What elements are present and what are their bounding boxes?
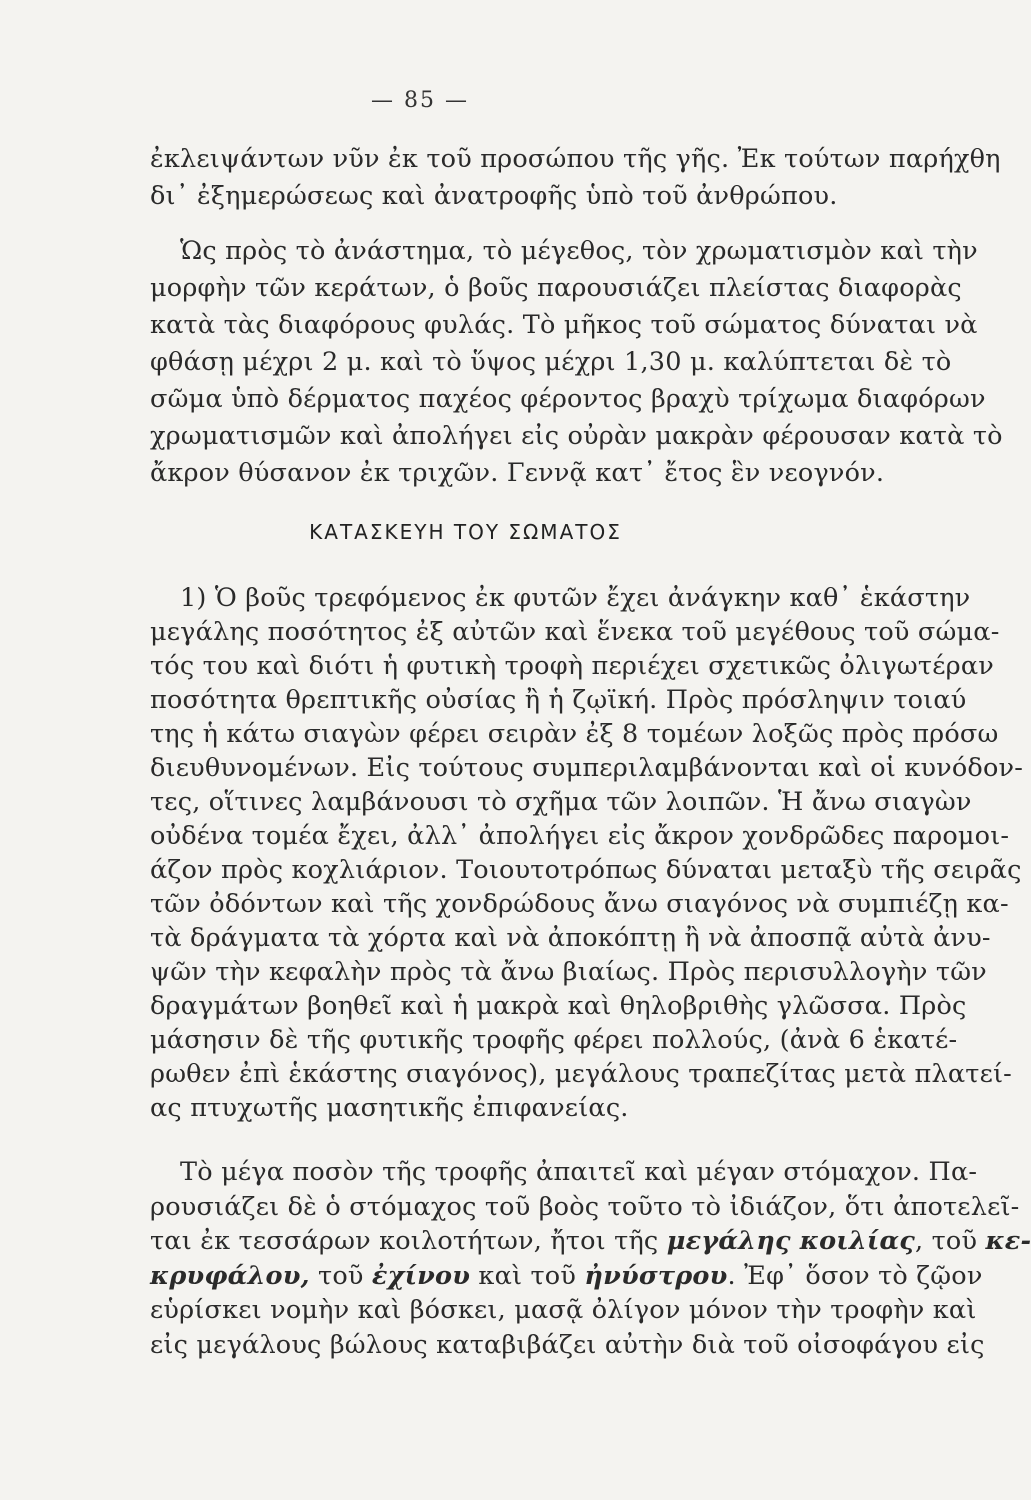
text-line: ἄκρον θύσανον ἐκ τριχῶν. Γεννᾷ κατ᾽ ἔτος ἓν νεογνόν. bbox=[150, 458, 885, 488]
text-line: ας πτυχωτῆς μασητικῆς ἐπιφανείας. bbox=[150, 1093, 629, 1123]
text-line bbox=[150, 1259, 983, 1294]
text-line: Ὡς πρὸς τὸ ἀνάστημα, τὸ μέγεθος, τὸν χρωματισμὸν καὶ τὴν bbox=[180, 236, 978, 266]
emphasis-term: κε- bbox=[985, 1226, 1031, 1256]
text-line: οὐδένα τομέα ἔχει, ἀλλ᾽ ἀπολήγει εἰς ἄκρον χονδρῶδες παρομοι- bbox=[150, 821, 1010, 851]
text-line: τός του καὶ διότι ἡ φυτικὴ τροφὴ περιέχει σχετικῶς ὀλιγωτέραν bbox=[150, 651, 994, 681]
text-line: ρουσιάζει δὲ ὁ στόμαχος τοῦ βοὸς τοῦτο τὸ ἰδιάζον, ὅτι ἀποτελεῖ- bbox=[150, 1191, 1020, 1222]
text-line: 1) Ὁ βοῦς τρεφόμενος ἐκ φυτῶν ἔχει ἀνάγκην καθ᾽ ἑκάστην bbox=[180, 583, 971, 613]
text-line: δραγμάτων βοηθεῖ καὶ ἡ μακρὰ καὶ θηλοβριθὴς γλῶσσα. Πρὸς bbox=[150, 991, 967, 1021]
text-line: ρωθεν ἐπὶ ἑκάστης σιαγόνος), μεγάλους τραπεζίτας μετὰ πλατεί- bbox=[150, 1059, 1012, 1089]
text-line: σῶμα ὑπὸ δέρματος παχέος φέροντος βραχὺ τρίχωμα διαφόρων bbox=[150, 384, 986, 414]
paragraph-3 bbox=[150, 581, 1024, 1125]
text-run: τοῦ bbox=[309, 1260, 372, 1291]
emphasis-term: μεγάλης κοιλίας bbox=[666, 1226, 915, 1256]
section-heading: ΚΑΤΑΣΚΕΥΗ ΤΟΥ ΣΩΜΑΤΟΣ bbox=[309, 520, 622, 544]
text-line: μεγάλης ποσότητος ἐξ αὐτῶν καὶ ἕνεκα τοῦ μεγέθους τοῦ σώμα- bbox=[150, 617, 1000, 647]
text-run: ται ἐκ τεσσάρων κοιλοτήτων, ἤτοι τῆς bbox=[150, 1226, 667, 1256]
text-line: τῶν ὀδόντων καὶ τῆς χονδρώδους ἄνω σιαγόνος νὰ συμπιέζῃ κα- bbox=[150, 889, 1009, 919]
text-line: ποσότητα θρεπτικῆς οὐσίας ἢ ἡ ζῳϊκή. Πρὸς πρόσληψιν τοιαύ bbox=[150, 685, 967, 715]
text-line: διευθυνομένων. Εἰς τούτους συμπεριλαμβάνονται καὶ οἱ κυνόδον- bbox=[150, 753, 1024, 783]
text-line: εἰς μεγάλους βώλους καταβιβάζει αὐτὴν διὰ τοῦ οἰσοφάγου εἰς bbox=[150, 1329, 985, 1360]
text-run: καὶ τοῦ bbox=[470, 1260, 585, 1291]
text-line: χρωματισμῶν καὶ ἀπολήγει εἰς οὐρὰν μακρὰν φέρουσαν κατὰ τὸ bbox=[150, 421, 1003, 451]
page-number: — 85 — bbox=[371, 88, 469, 113]
text-line: δι᾽ ἐξημερώσεως καὶ ἀνατροφῆς ὑπὸ τοῦ ἀνθρώπου. bbox=[150, 181, 838, 211]
text-line: τες, οἵτινες λαμβάνουσι τὸ σχῆμα τῶν λοιπῶν. Ἡ ἄνω σιαγὼν bbox=[150, 787, 972, 817]
text-line: της ἡ κάτω σιαγὼν φέρει σειρὰν ἐξ 8 τομέων λοξῶς πρὸς πρόσω bbox=[150, 719, 999, 749]
paragraph-4 bbox=[150, 1155, 1031, 1362]
text-line: κατὰ τὰς διαφόρους φυλάς. Τὸ μῆκος τοῦ σώματος δύναται νὰ bbox=[150, 310, 978, 340]
text-line bbox=[150, 1224, 1031, 1259]
emphasis-term: κρυφάλου, bbox=[150, 1260, 310, 1291]
text-line: μάσησιν δὲ τῆς φυτικῆς τροφῆς φέρει πολλούς, (ἀνὰ 6 ἑκατέ- bbox=[150, 1025, 958, 1055]
text-line: ψῶν τὴν κεφαλὴν πρὸς τὰ ἄνω βιαίως. Πρὸς περισυλλογὴν τῶν bbox=[150, 957, 987, 987]
text-run: . Ἐφ᾽ ὅσον τὸ ζῷον bbox=[727, 1260, 983, 1291]
text-line: μορφὴν τῶν κεράτων, ὁ βοῦς παρουσιάζει πλείστας διαφορὰς bbox=[150, 273, 962, 303]
text-line: τὰ δράγματα τὰ χόρτα καὶ νὰ ἀποκόπτῃ ἢ νὰ ἀποσπᾷ αὐτὰ ἀνυ- bbox=[150, 923, 991, 953]
emphasis-term: ἠνύστρου bbox=[584, 1260, 728, 1291]
paragraph-1 bbox=[150, 141, 1001, 215]
text-run: , τοῦ bbox=[915, 1226, 986, 1256]
text-line: ἐκλειψάντων νῦν ἐκ τοῦ προσώπου τῆς γῆς. Ἐκ τούτων παρήχθη bbox=[150, 144, 1001, 174]
text-line: άζον πρὸς κοχλιάριον. Τοιουτοτρόπως δύναται μεταξὺ τῆς σειρᾶς bbox=[150, 855, 1022, 885]
text-line: φθάσῃ μέχρι 2 μ. καὶ τὸ ὕψος μέχρι 1,30 μ. καλύπτεται δὲ τὸ bbox=[150, 347, 952, 377]
paragraph-2 bbox=[150, 233, 1003, 492]
emphasis-term: ἐχίνου bbox=[371, 1260, 471, 1291]
text-line: εὑρίσκει νομὴν καὶ βόσκει, μασᾷ ὀλίγον μόνον τὴν τροφὴν καὶ bbox=[150, 1295, 977, 1325]
text-line: Τὸ μέγα ποσὸν τῆς τροφῆς ἀπαιτεῖ καὶ μέγαν στόμαχον. Πα- bbox=[180, 1157, 978, 1187]
